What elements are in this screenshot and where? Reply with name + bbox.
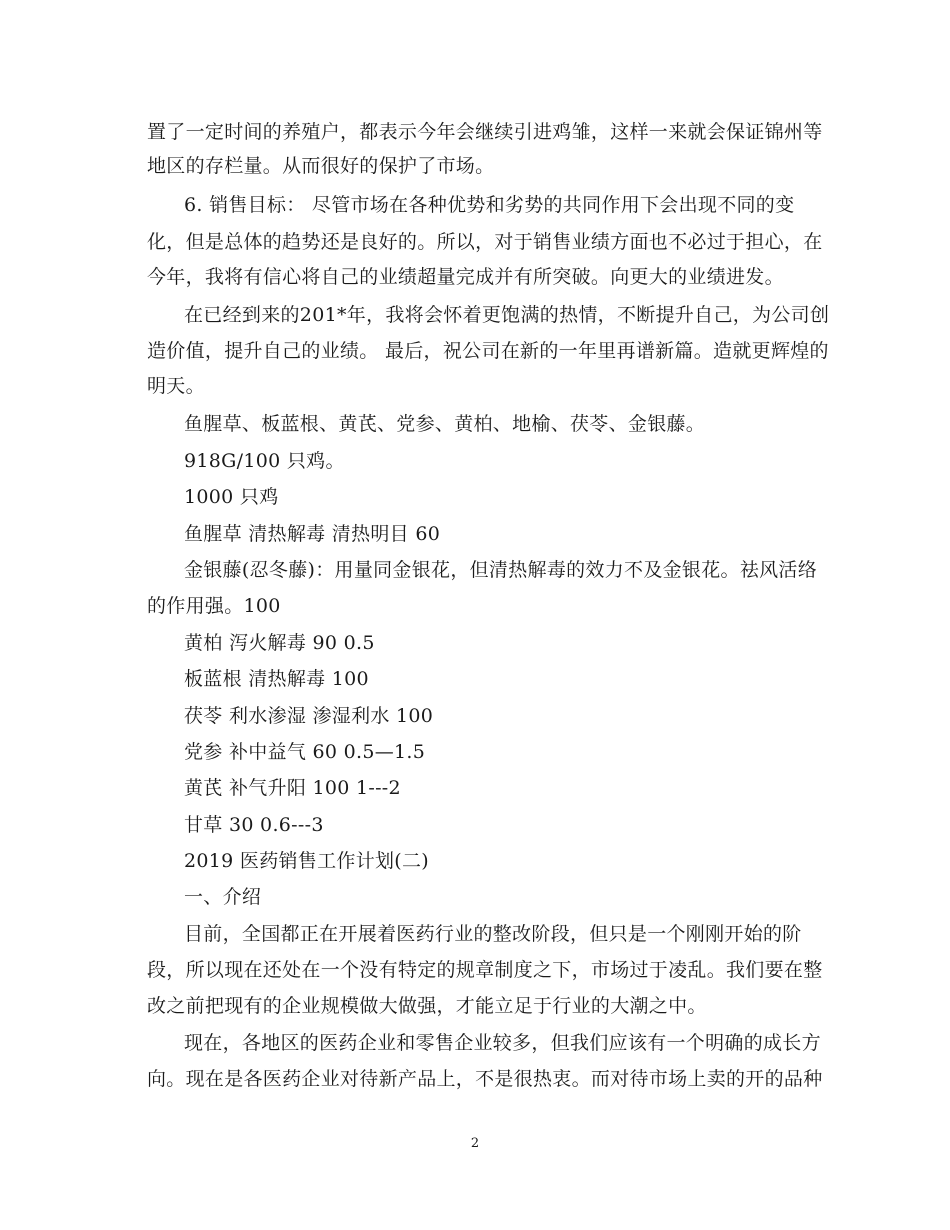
text-line: 茯苓 利水渗湿 渗湿利水 100: [184, 705, 434, 727]
text-line: 化，但是总体的趋势还是良好的。所以，对于销售业绩方面也不必过于担心，在: [147, 231, 823, 253]
text-line: 板蓝根 清热解毒 100: [184, 668, 369, 690]
text-line: 甘草 30 0.6---3: [184, 814, 324, 836]
text-line: 金银藤(忍冬藤)：用量同金银花，但清热解毒的效力不及金银花。祛风活络: [184, 559, 818, 581]
text-line: 鱼腥草 清热解毒 清热明目 60: [184, 523, 441, 545]
text-line: 段，所以现在还处在一个没有特定的规章制度之下，市场过于凌乱。我们要在整: [147, 959, 823, 981]
text-line: 现在，各地区的医药企业和零售企业较多，但我们应该有一个明确的成长方: [184, 1032, 821, 1054]
text-line: 党参 补中益气 60 0.5—1.5: [184, 741, 426, 763]
text-line: 改之前把现有的企业规模做大做强，才能立足于行业的大潮之中。: [147, 995, 707, 1017]
text-line: 造价值，提升自己的业绩。 最后，祝公司在新的一年里再谱新篇。造就更辉煌的: [147, 340, 829, 362]
text-line: 黄芪 补气升阳 100 1---2: [184, 777, 401, 799]
text-line: 明天。: [147, 375, 205, 397]
section-title: 2019 医药销售工作计划(二): [184, 850, 430, 872]
text-line: 向。现在是各医药企业对待新产品上，不是很热衷。而对待市场上卖的开的品种: [147, 1068, 823, 1090]
text-line: 1000 只鸡: [184, 486, 279, 508]
section-heading: 一、介绍: [184, 886, 262, 908]
text-line: 今年，我将有信心将自己的业绩超量完成并有所突破。向更大的业绩进发。: [147, 266, 784, 288]
page-number: 2: [470, 1136, 480, 1151]
text-line: 地区的存栏量。从而很好的保护了市场。: [147, 155, 495, 177]
text-line: 6. 销售目标： 尽管市场在各种优势和劣势的共同作用下会出现不同的变: [184, 194, 795, 216]
text-line: 918G/100 只鸡。: [184, 450, 345, 472]
text-line: 黄柏 泻火解毒 90 0.5: [184, 632, 375, 654]
text-line: 目前，全国都正在开展着医药行业的整改阶段，但只是一个刚刚开始的阶: [184, 923, 802, 945]
text-line: 置了一定时间的养殖户，都表示今年会继续引进鸡雏，这样一来就会保证锦州等: [147, 121, 823, 143]
text-line: 鱼腥草、板蓝根、黄芪、党参、黄柏、地榆、茯苓、金银藤。: [184, 413, 706, 435]
text-line: 在已经到来的201*年，我将会怀着更饱满的热情，不断提升自己，为公司创: [184, 304, 830, 326]
text-line: 的作用强。100: [147, 595, 281, 617]
